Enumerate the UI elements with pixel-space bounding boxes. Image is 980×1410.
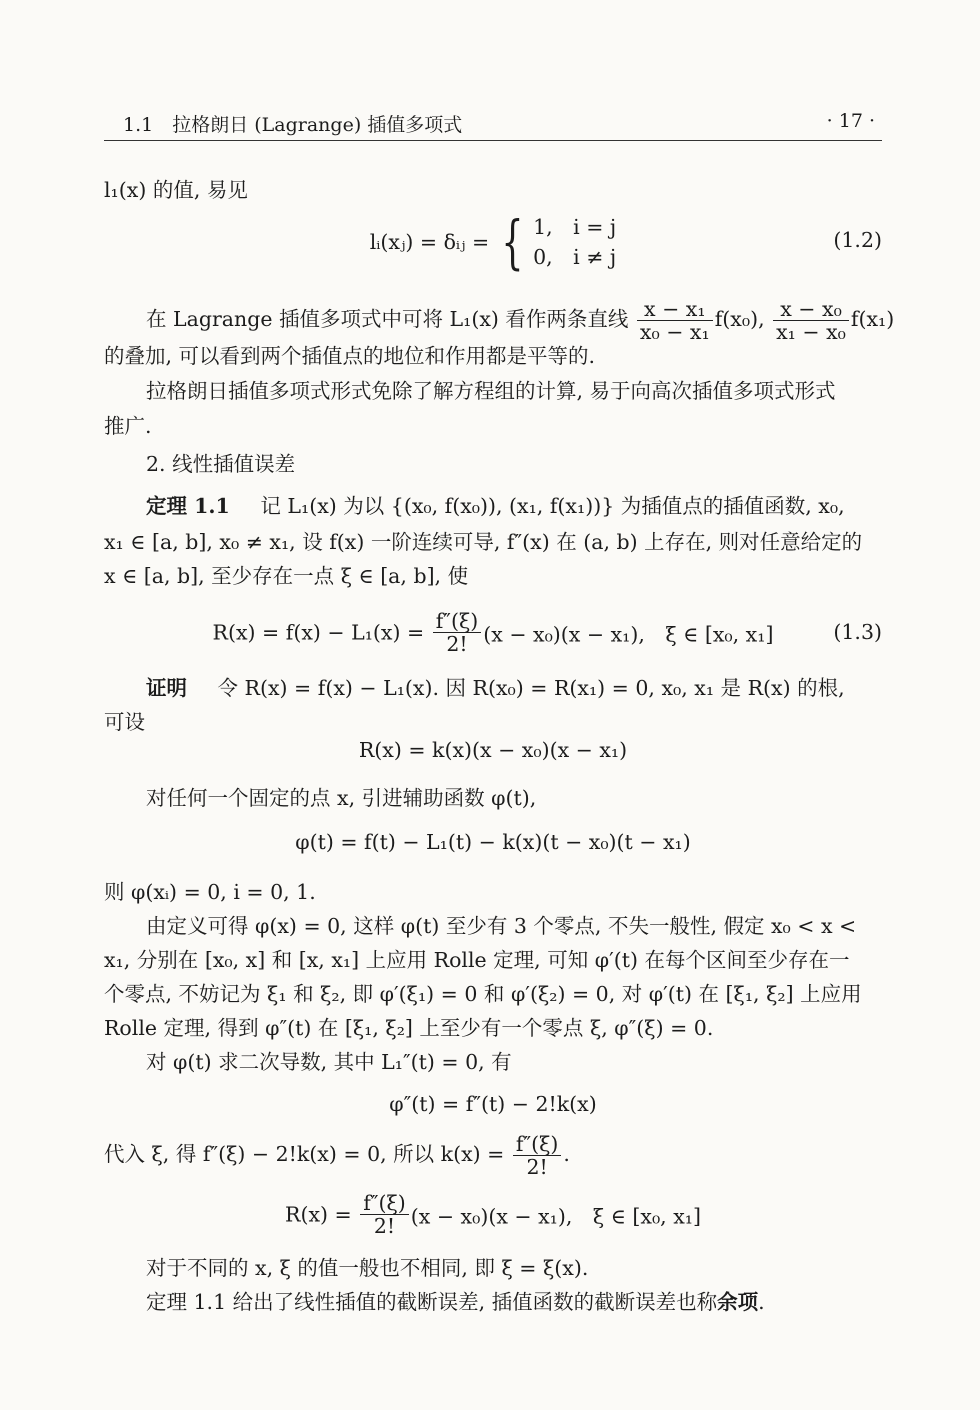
fraction-2 [773, 298, 849, 343]
eq13-denominator: 2! [446, 632, 468, 656]
fraction-1-numerator: x − x₁ [637, 298, 713, 321]
fraction-1 [637, 298, 713, 343]
then-line: 则 φ(xᵢ) = 0, i = 0, 1. [104, 880, 316, 904]
equation-r-k: R(x) = k(x)(x − x₀)(x − x₁) [358, 738, 628, 762]
theorem-line3: x ∈ [a, b], 至少存在一点 ξ ∈ [a, b], 使 [104, 564, 469, 588]
k-denominator: 2! [526, 1155, 548, 1179]
left-brace: { [501, 208, 524, 276]
para6-text: 定理 1.1 给出了线性插值的截断误差, 插值函数的截断误差也称 [146, 1290, 718, 1314]
para2-line1: 拉格朗日插值多项式形式免除了解方程组的计算, 易于向高次插值多项式形式 [146, 379, 836, 403]
final-fraction [360, 1192, 409, 1237]
proof-text-1: 令 R(x) = f(x) − L₁(x). 因 R(x₀) = R(x₁) = 0, x₀, x₁ 是 R(x) 的根, [217, 676, 845, 700]
final-numerator: f″(ξ) [360, 1192, 409, 1215]
para3-line3: 个零点, 不妨记为 ξ₁ 和 ξ₂, 即 φ′(ξ₁) = 0 和 φ′(ξ₂) = 0, 对 φ′(t) 在 [ξ₁, ξ₂] 上应用 [104, 982, 862, 1006]
equation-1-2 [104, 208, 882, 282]
fraction-1-tail: f(x₀), [714, 307, 765, 331]
aux-function-line: 对任何一个固定的点 x, 引进辅助函数 φ(t), [146, 786, 537, 810]
eq13-numerator: f″(ξ) [433, 610, 482, 633]
para2-line2: 推广. [104, 414, 152, 438]
subsection-heading: 2. 线性插值误差 [146, 452, 296, 476]
theorem-label: 定理 1.1 [146, 494, 230, 518]
k-numerator: f″(ξ) [513, 1133, 562, 1156]
proof-line1 [146, 670, 845, 706]
theorem-text-1: 记 L₁(x) 为以 {(x₀, f(x₀)), (x₁, f(x₁))} 为插值点的插值函数, x₀, [260, 494, 845, 518]
para3-line4: Rolle 定理, 得到 φ″(t) 在 [ξ₁, ξ₂] 上至少有一个零点 ξ, φ″(ξ) = 0. [104, 1016, 714, 1040]
equation-1-3 [104, 610, 882, 655]
proof-line2: 可设 [104, 710, 145, 734]
final-denominator: 2! [373, 1214, 396, 1238]
substitution-text: 代入 ξ, 得 f″(ξ) − 2!k(x) = 0, 所以 k(x) = [104, 1142, 505, 1166]
equation-number-1-2: (1.2) [833, 228, 882, 252]
para3-line2: x₁, 分别在 [x₀, x] 和 [x, x₁] 上应用 Rolle 定理, 可知 φ′(t) 在每个区间至少存在一 [104, 948, 850, 972]
para3-line1: 由定义可得 φ(x) = 0, 这样 φ(t) 至少有 3 个零点, 不失一般性, 假定 x₀ < x < [146, 914, 857, 938]
equation-phi-second-derivative: φ″(t) = f″(t) − 2!k(x) [389, 1092, 597, 1116]
fraction-2-tail: f(x₁) [850, 307, 895, 331]
para6-tail: . [758, 1290, 765, 1314]
eq13-fraction [433, 610, 482, 655]
equation-final-remainder [104, 1192, 882, 1237]
eq12-case-2: 0, i ≠ j [533, 245, 617, 269]
page-number: · 17 · [826, 110, 875, 132]
para1-line1 [146, 295, 894, 343]
eq13-lhs: R(x) = f(x) − L₁(x) = [212, 620, 425, 645]
equation-phi: φ(t) = f(t) − L₁(t) − k(x)(t − x₀)(t − x₁) [295, 830, 691, 854]
eq13-rhs: (x − x₀)(x − x₁), ξ ∈ [x₀, x₁] [483, 622, 774, 647]
equation-number-1-3: (1.3) [833, 620, 882, 644]
eq12-cases [533, 212, 616, 272]
para6-line [146, 1284, 765, 1320]
eq12-lhs: lᵢ(xⱼ) = δᵢⱼ = [369, 230, 490, 254]
fraction-2-numerator: x − x₀ [773, 298, 849, 321]
final-rhs: (x − x₀)(x − x₁), ξ ∈ [x₀, x₁] [410, 1204, 701, 1229]
theorem-line1 [146, 488, 845, 524]
final-lhs: R(x) = [285, 1202, 352, 1227]
para5-line: 对于不同的 x, ξ 的值一般也不相同, 即 ξ = ξ(x). [146, 1256, 589, 1280]
k-fraction [513, 1133, 562, 1178]
theorem-line2: x₁ ∈ [a, b], x₀ ≠ x₁, 设 f(x) 一阶连续可导, f″(x) 在 (a, b) 上存在, 则对任意给定的 [104, 530, 863, 554]
proof-label: 证明 [146, 676, 187, 700]
remainder-term-bold: 余项 [717, 1290, 759, 1314]
header-rule [104, 140, 882, 141]
fraction-1-denominator: x₀ − x₁ [639, 320, 710, 344]
para1-text: 在 Lagrange 插值多项式中可将 L₁(x) 看作两条直线 [146, 307, 629, 331]
substitution-tail: . [563, 1142, 570, 1166]
para4-line: 对 φ(t) 求二次导数, 其中 L₁″(t) = 0, 有 [146, 1050, 512, 1074]
substitution-line [104, 1130, 570, 1178]
fraction-2-denominator: x₁ − x₀ [776, 320, 846, 344]
eq12-case-1: 1, i = j [533, 215, 617, 239]
para1-line2: 的叠加, 可以看到两个插值点的地位和作用都是平等的. [104, 344, 596, 368]
running-header-section: 1.1 拉格朗日 (Lagrange) 插值多项式 [123, 114, 463, 136]
intro-line: l₁(x) 的值, 易见 [104, 178, 248, 202]
